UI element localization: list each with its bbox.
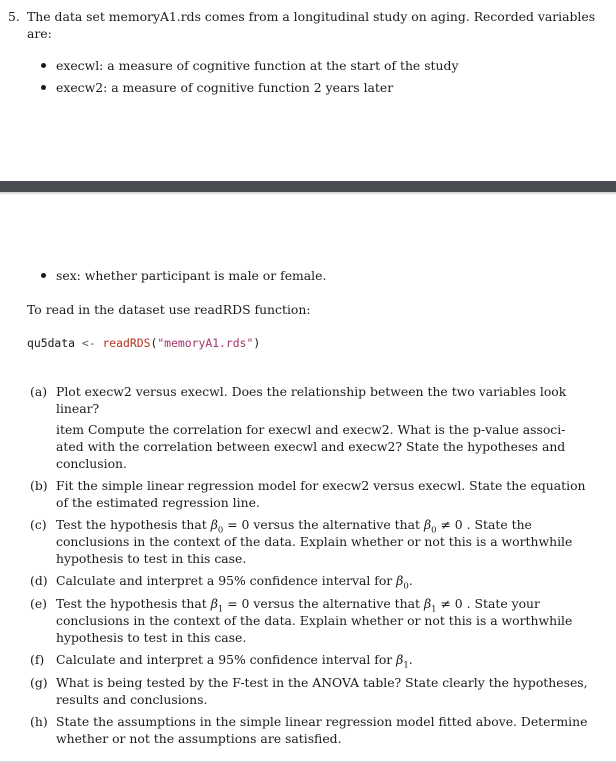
part-e-label: (e) <box>30 596 48 611</box>
part-g-line-1: What is being tested by the F-test in the ANOVA table? State clearly the hypotheses, <box>56 675 588 690</box>
beta-symbol: β <box>423 596 432 611</box>
part-h-label: (h) <box>30 714 48 729</box>
code-open-paren: ( <box>150 336 158 350</box>
beta-subscript: 0 <box>217 525 224 536</box>
part-a-line-4: ated with the correlation between execwl and execw2? State the hypotheses and <box>56 439 566 454</box>
part-c-line-3: hypothesis to test in this case. <box>56 551 247 566</box>
part-b-line-1: Fit the simple linear regression model for execw2 versus execwl. State the equation <box>56 478 586 493</box>
part-e-line-2: conclusions in the context of the data. Explain whether or not this is a worthwhile <box>56 613 573 628</box>
beta-symbol: β <box>396 573 404 588</box>
code-function: readRDS <box>102 336 151 350</box>
part-d-line-1 <box>56 572 413 592</box>
problem-intro-line-2: are: <box>27 26 52 41</box>
variable-item-execwl: execwl: a measure of cognitive function at the start of the study <box>56 58 459 73</box>
variable-item-execw2: execw2: a measure of cognitive function 2 years later <box>56 80 394 95</box>
part-e-line-1 <box>56 595 540 615</box>
part-c-line-1 <box>56 516 532 536</box>
code-string-arg: "memoryA1.rds" <box>157 336 254 350</box>
part-a-line-3: item Compute the correlation for execwl and execw2. What is the p-value associ- <box>56 422 566 437</box>
part-a-line-2: linear? <box>56 401 100 416</box>
beta-subscript: 1 <box>217 604 224 615</box>
part-c-line-2: conclusions in the context of the data. Explain whether or not this is a worthwhile <box>56 534 573 549</box>
beta-symbol: β <box>396 652 404 667</box>
part-b-label: (b) <box>30 478 48 493</box>
code-close-paren: ) <box>253 336 261 350</box>
part-g-label: (g) <box>30 675 48 690</box>
beta-symbol: β <box>423 517 432 532</box>
part-h-line-2: whether or not the assumptions are satisfied. <box>56 731 342 746</box>
beta-subscript: 0 <box>403 581 409 592</box>
part-e-line-1-pre: Test the hypothesis that <box>56 596 211 611</box>
part-e-line-1-mid: = 0 versus the alternative that <box>223 596 424 611</box>
part-a-line-5: conclusion. <box>56 456 127 471</box>
beta-subscript: 1 <box>403 660 409 671</box>
part-d-pre: Calculate and interpret a 95% confidence interval for <box>56 573 397 588</box>
part-d-post: . <box>408 573 413 588</box>
read-instruction: To read in the dataset use readRDS function: <box>27 302 311 317</box>
part-f-post: . <box>408 652 413 667</box>
beta-subscript: 0 <box>431 525 437 536</box>
beta-subscript: 1 <box>431 604 437 615</box>
beta-symbol: β <box>210 517 218 532</box>
part-e-line-1-post: ≠ 0 . State your <box>436 596 540 611</box>
page-bottom-segment <box>0 195 616 763</box>
part-c-label: (c) <box>30 517 47 532</box>
part-b-line-2: of the estimated regression line. <box>56 495 260 510</box>
part-h-line-1: State the assumptions in the simple linear regression model fitted above. Determine <box>56 714 588 729</box>
part-a-label: (a) <box>30 384 48 399</box>
part-c-line-1-post: ≠ 0 . State the <box>436 517 532 532</box>
part-d-label: (d) <box>30 573 48 588</box>
part-g-line-2: results and conclusions. <box>56 692 208 707</box>
code-assign-operator: <- <box>75 336 103 350</box>
part-f-line-1 <box>56 651 413 671</box>
problem-number: 5. <box>8 9 20 24</box>
code-variable: qu5data <box>27 336 76 350</box>
beta-symbol: β <box>210 596 218 611</box>
part-f-pre: Calculate and interpret a 95% confidence interval for <box>56 652 397 667</box>
part-c-line-1-pre: Test the hypothesis that <box>56 517 211 532</box>
variable-item-sex: sex: whether participant is male or female. <box>56 268 327 283</box>
part-e-line-3: hypothesis to test in this case. <box>56 630 247 645</box>
part-f-label: (f) <box>30 652 45 667</box>
problem-intro-line-1: The data set memoryA1.rds comes from a longitudinal study on aging. Recorded variables <box>27 9 596 24</box>
code-line <box>27 335 260 352</box>
page-top-segment <box>0 0 616 180</box>
part-a-line-1: Plot execw2 versus execwl. Does the relationship between the two variables look <box>56 384 567 399</box>
page-divider-bar <box>0 181 616 192</box>
part-c-line-1-mid: = 0 versus the alternative that <box>223 517 424 532</box>
